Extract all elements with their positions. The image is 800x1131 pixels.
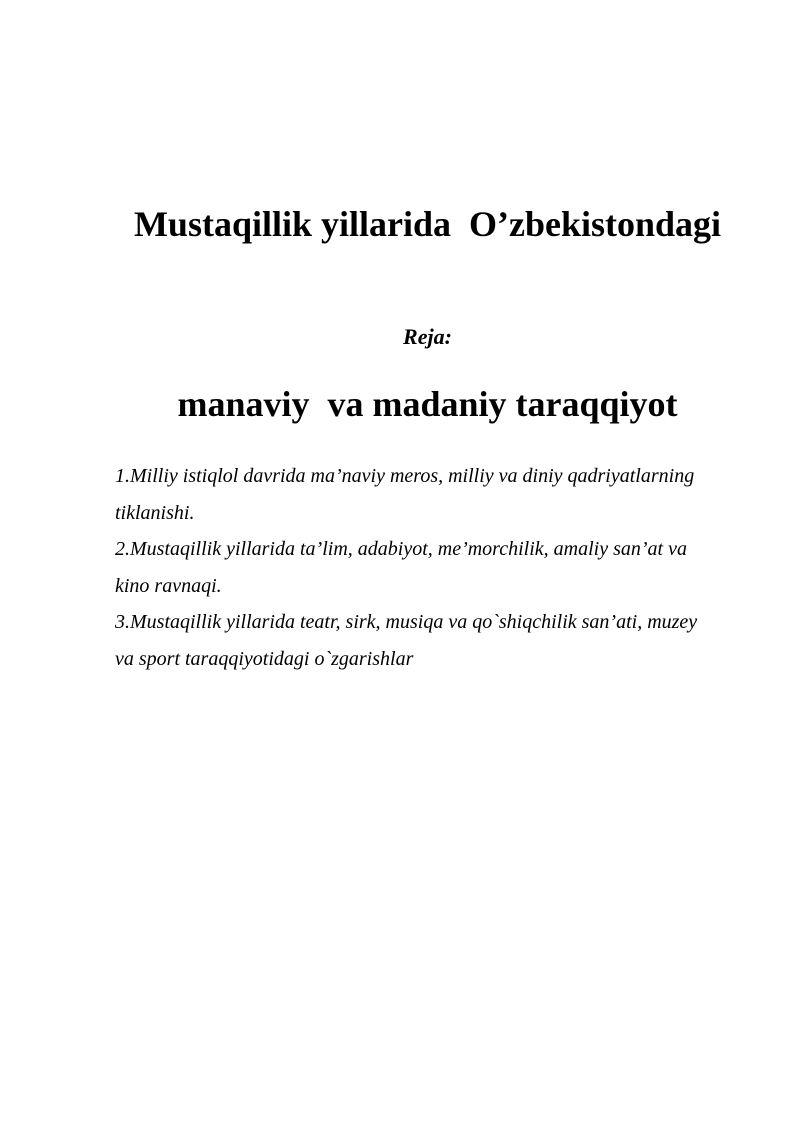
plan-item-2-line-2: kino ravnaqi. xyxy=(115,574,222,597)
plan-item-1 xyxy=(115,458,755,531)
plan-item-1-line-2: tiklanishi. xyxy=(115,501,195,524)
plan-item-3-line-2: va sport taraqqiyotidagi o`zgarishlar xyxy=(115,647,414,670)
plan-item-2 xyxy=(115,531,755,604)
plan-heading: Reja: xyxy=(403,324,452,349)
plan-item-1-line-1: 1.Milliy istiqlol davrida ma’naviy meros, milliy va diniy qadriyatlarning xyxy=(115,465,695,487)
plan-item-3 xyxy=(115,604,755,677)
title-line-2: manaviy va madaniy taraqqiyot xyxy=(177,384,678,424)
plan-item-3-line-1: 3.Mustaqillik yillarida teatr, sirk, musiqa va qo`shiqchilik san’ati, muzey xyxy=(115,611,698,633)
plan-item-2-line-1: 2.Mustaqillik yillarida ta’lim, adabiyot, me’morchilik, amaliy san’at va xyxy=(115,538,687,560)
plan-list xyxy=(115,458,755,677)
title-line-1: Mustaqillik yillarida O’zbekistondagi xyxy=(133,204,722,244)
